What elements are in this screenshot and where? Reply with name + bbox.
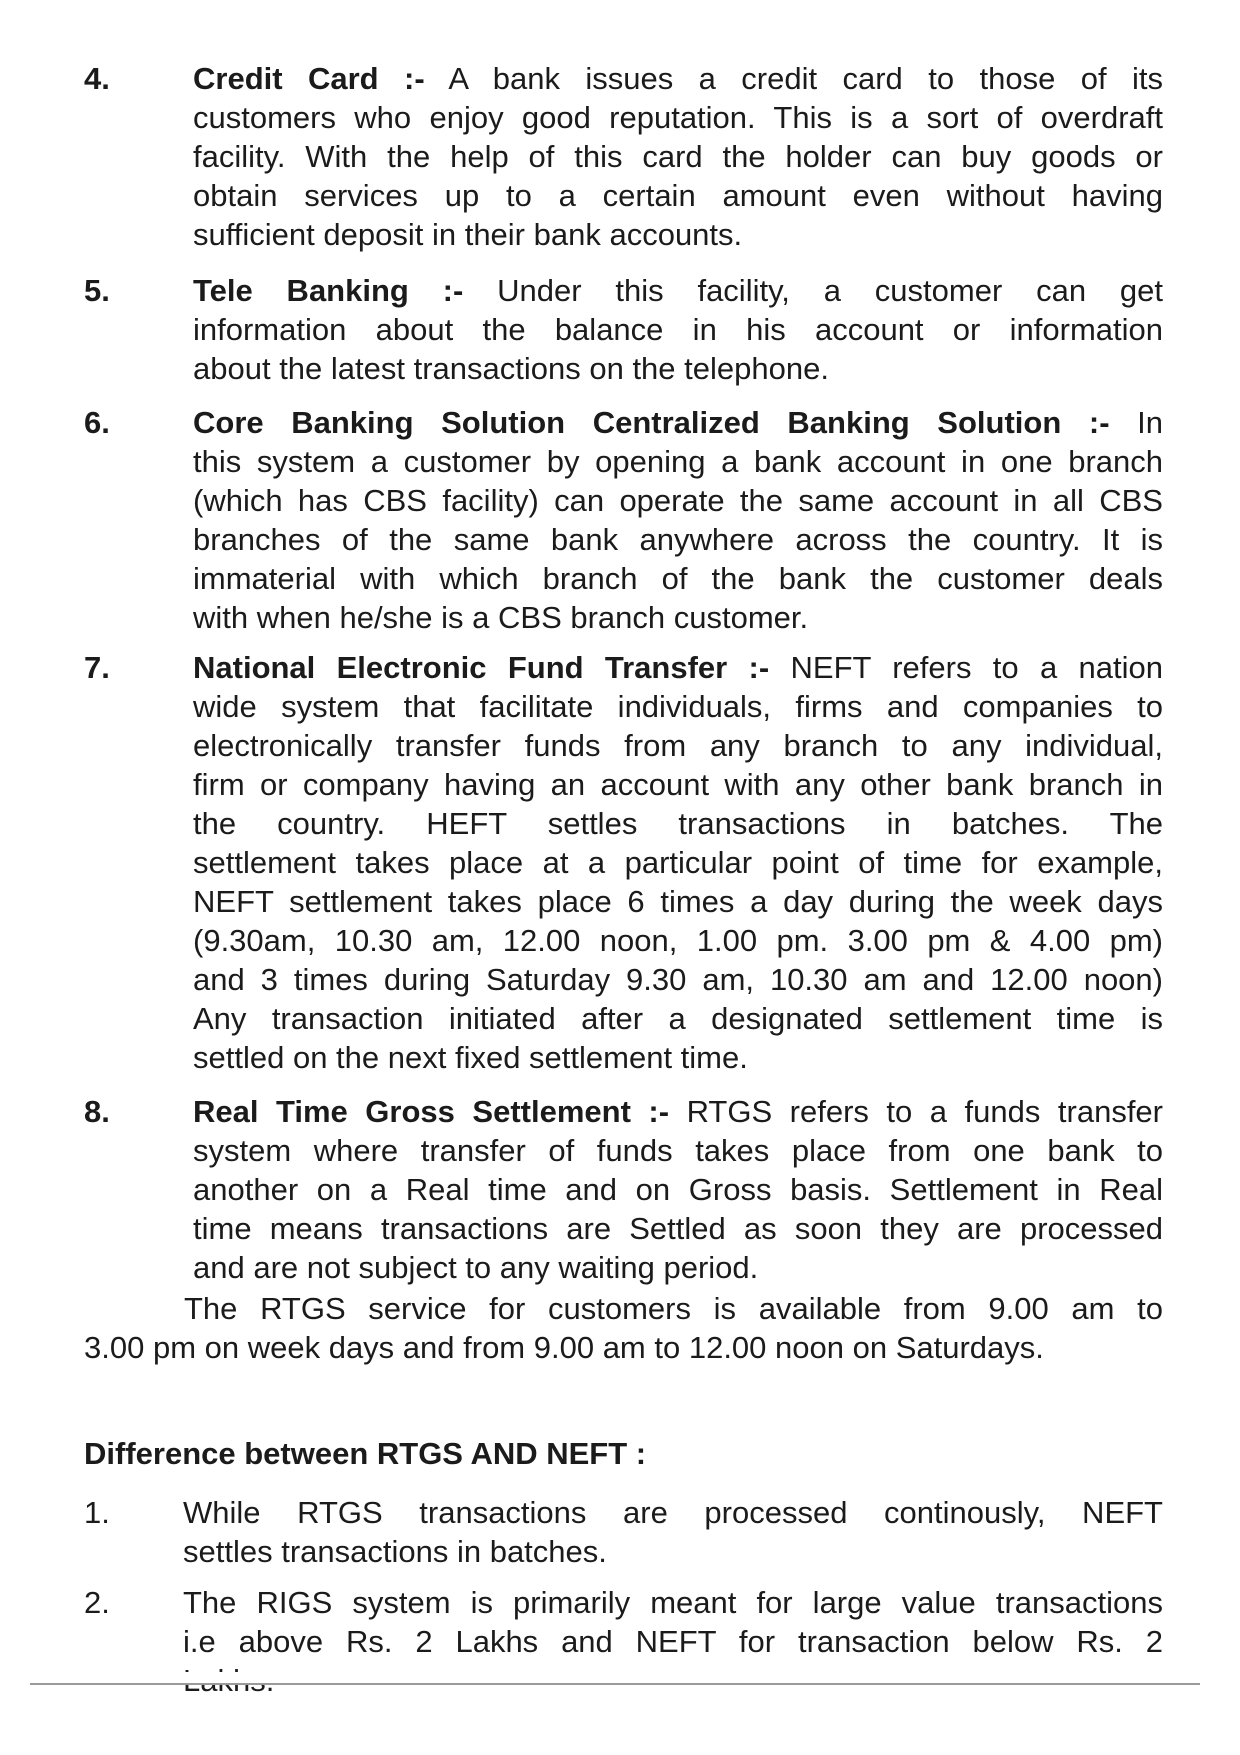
- point-text: The RIGS system is primarily meant for large value transactions: [183, 1585, 1163, 1620]
- point-number: 2.: [84, 1585, 110, 1620]
- item-text: information about the balance in his account or information: [193, 312, 1163, 347]
- item-number: 4.: [84, 61, 110, 96]
- item-number: 7.: [84, 650, 110, 685]
- item-neft: [193, 648, 1163, 1077]
- item-text: Under this facility, a customer can get: [463, 273, 1163, 308]
- item-term: Tele Banking :-: [193, 273, 464, 308]
- item-term: Credit Card :-: [193, 61, 425, 96]
- item-number: 6.: [84, 405, 110, 440]
- item-text: electronically transfer funds from any branch to any individual,: [193, 728, 1163, 763]
- item-text: NEFT refers to a nation: [769, 650, 1163, 685]
- rtgs-availability-paragraph: [84, 1289, 1163, 1367]
- item-core-banking: [193, 403, 1163, 637]
- item-text: and are not subject to any waiting period.: [193, 1250, 759, 1285]
- item-tele-banking: [193, 271, 1163, 388]
- item-term: Core Banking Solution Centralized Banking Solution :-: [193, 405, 1110, 440]
- item-text: Any transaction initiated after a designated settlement time is: [193, 1001, 1163, 1036]
- item-text: immaterial with which branch of the bank the customer deals: [193, 561, 1163, 596]
- item-term: National Electronic Fund Transfer :-: [193, 650, 770, 685]
- item-text: branches of the same bank anywhere across the country. It is: [193, 522, 1163, 557]
- item-number: 8.: [84, 1094, 110, 1129]
- item-text: RTGS refers to a funds transfer: [669, 1094, 1163, 1129]
- item-text: the country. HEFT settles transactions in batches. The: [193, 806, 1163, 841]
- item-text: wide system that facilitate individuals, firms and companies to: [193, 689, 1163, 724]
- item-text: NEFT settlement takes place 6 times a day during the week days: [193, 884, 1163, 919]
- item-text: and 3 times during Saturday 9.30 am, 10.30 am and 12.00 noon): [193, 962, 1163, 997]
- item-text: system where transfer of funds takes place from one bank to: [193, 1133, 1163, 1168]
- item-number: 5.: [84, 273, 110, 308]
- item-text: obtain services up to a certain amount even without having: [193, 178, 1163, 213]
- point-text: settles transactions in batches.: [183, 1534, 607, 1569]
- difference-point: [183, 1493, 1163, 1571]
- item-text: A bank issues a credit card to those of its: [424, 61, 1163, 96]
- paragraph-line: The RTGS service for customers is available from 9.00 am to: [184, 1291, 1163, 1326]
- item-text: with when he/she is a CBS branch customer.: [193, 600, 809, 635]
- section-heading: Difference between RTGS AND NEFT :: [84, 1436, 647, 1471]
- item-credit-card: [193, 59, 1163, 254]
- item-text: settlement takes place at a particular point of time for example,: [193, 845, 1163, 880]
- item-text: facility. With the help of this card the holder can buy goods or: [193, 139, 1163, 174]
- item-text: In: [1109, 405, 1163, 440]
- paragraph-line: 3.00 pm on week days and from 9.00 am to 12.00 noon on Saturdays.: [84, 1330, 1044, 1365]
- item-text: another on a Real time and on Gross basis. Settlement in Real: [193, 1172, 1163, 1207]
- point-text: i.e above Rs. 2 Lakhs and NEFT for transaction below Rs. 2: [183, 1624, 1163, 1659]
- item-text: customers who enjoy good reputation. This is a sort of overdraft: [193, 100, 1163, 135]
- item-text: settled on the next fixed settlement time.: [193, 1040, 748, 1075]
- point-text: While RTGS transactions are processed continously, NEFT: [183, 1495, 1163, 1530]
- item-rtgs: [193, 1092, 1163, 1287]
- page-cutoff: [0, 1672, 1240, 1683]
- point-number: 1.: [84, 1495, 110, 1530]
- item-text: about the latest transactions on the telephone.: [193, 351, 829, 386]
- item-text: firm or company having an account with any other bank branch in: [193, 767, 1163, 802]
- item-text: (which has CBS facility) can operate the same account in all CBS: [193, 483, 1163, 518]
- item-text: (9.30am, 10.30 am, 12.00 noon, 1.00 pm. 3.00 pm & 4.00 pm): [193, 923, 1163, 958]
- item-text: time means transactions are Settled as soon they are processed: [193, 1211, 1163, 1246]
- item-term: Real Time Gross Settlement :-: [193, 1094, 670, 1129]
- item-text: sufficient deposit in their bank accounts.: [193, 217, 743, 252]
- footer-rule: [30, 1683, 1200, 1685]
- item-text: this system a customer by opening a bank account in one branch: [193, 444, 1163, 479]
